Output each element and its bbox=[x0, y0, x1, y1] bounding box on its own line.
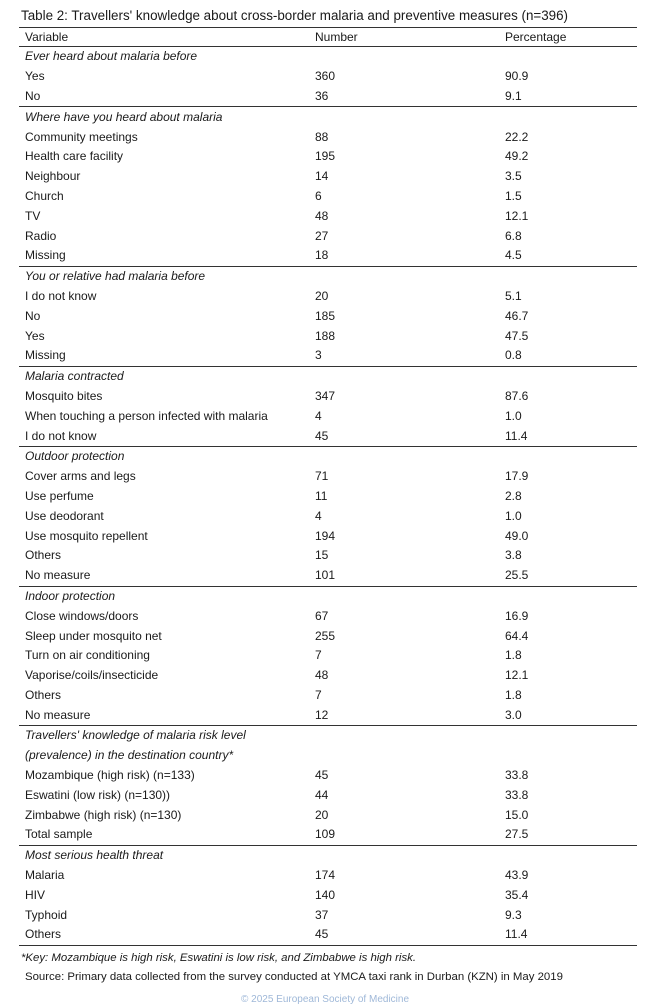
table-row bbox=[19, 147, 637, 167]
cell-variable: Close windows/doors bbox=[25, 608, 139, 623]
cell-number: 347 bbox=[315, 388, 336, 403]
section-heading-row bbox=[19, 446, 637, 466]
section-heading-row bbox=[19, 586, 637, 606]
data-table bbox=[19, 27, 637, 946]
table-row bbox=[19, 326, 637, 346]
cell-percentage: 3.8 bbox=[505, 548, 522, 563]
footnote-key: *Key: Mozambique is high risk, Eswatini is low risk, and Zimbabwe is high risk. bbox=[21, 951, 417, 964]
table-row bbox=[19, 606, 637, 626]
cell-number: 11 bbox=[315, 488, 328, 503]
cell-variable: Malaria bbox=[25, 868, 65, 883]
cell-percentage: 11.4 bbox=[505, 925, 637, 945]
cell-number: 45 bbox=[315, 925, 505, 945]
cell-variable: Typhoid bbox=[25, 907, 68, 922]
cell-percentage: 22.2 bbox=[505, 129, 529, 144]
cell-variable: Zimbabwe (high risk) (n=130) bbox=[25, 807, 182, 822]
cell-percentage: 46.7 bbox=[505, 308, 529, 323]
table-title: Table 2: Travellers' knowledge about cross-border malaria and preventive measures (n=396) bbox=[21, 8, 569, 23]
cell-variable: Vaporise/coils/insecticide bbox=[25, 668, 159, 683]
cell-number: 6 bbox=[315, 188, 322, 203]
table-row bbox=[19, 805, 637, 825]
table-row bbox=[19, 167, 637, 187]
cell-number: 27 bbox=[315, 228, 329, 243]
cell-percentage: 43.9 bbox=[505, 868, 529, 883]
cell-percentage: 1.8 bbox=[505, 687, 522, 702]
cell-number: 194 bbox=[315, 528, 336, 543]
cell-number: 48 bbox=[315, 668, 329, 683]
cell-variable: Sleep under mosquito net bbox=[25, 628, 162, 643]
cell-number: 18 bbox=[315, 248, 329, 263]
cell-variable: Turn on air conditioning bbox=[25, 648, 150, 663]
cell-variable: Neighbour bbox=[25, 169, 81, 184]
cell-number: 195 bbox=[315, 149, 336, 164]
cell-percentage: 1.0 bbox=[505, 408, 522, 423]
cell-variable: Missing bbox=[25, 248, 66, 263]
section-heading: Where have you heard about malaria bbox=[19, 107, 637, 127]
table-header bbox=[19, 28, 637, 47]
cell-variable: TV bbox=[25, 208, 41, 223]
cell-number: 4 bbox=[315, 508, 322, 523]
section-heading: Malaria contracted bbox=[19, 366, 637, 386]
table-row bbox=[19, 885, 637, 905]
cell-percentage: 87.6 bbox=[505, 388, 529, 403]
table-row bbox=[19, 766, 637, 786]
cell-variable: Yes bbox=[25, 328, 45, 343]
cell-percentage: 49.2 bbox=[505, 149, 529, 164]
cell-percentage: 33.8 bbox=[505, 787, 529, 802]
cell-variable: No measure bbox=[25, 707, 91, 722]
cell-percentage: 2.8 bbox=[505, 488, 522, 503]
cell-number: 7 bbox=[315, 648, 322, 663]
table-figure bbox=[19, 7, 637, 986]
table-row bbox=[19, 646, 637, 666]
cell-percentage: 9.3 bbox=[505, 907, 522, 922]
cell-percentage: 35.4 bbox=[505, 887, 529, 902]
cell-percentage: 3.5 bbox=[505, 169, 522, 184]
cell-number: 67 bbox=[315, 608, 329, 623]
cell-percentage: 1.0 bbox=[505, 508, 522, 523]
section-heading-row bbox=[19, 845, 637, 865]
section-heading-row bbox=[19, 366, 637, 386]
copyright-notice: © 2025 European Society of Medicine bbox=[240, 994, 410, 1005]
cell-percentage: 15.0 bbox=[505, 807, 529, 822]
table-row bbox=[19, 686, 637, 706]
cell-number: 71 bbox=[315, 469, 329, 484]
cell-variable: Mozambique (high risk) (n=133) bbox=[25, 768, 195, 783]
cell-variable: Mosquito bites bbox=[25, 388, 103, 403]
table-row bbox=[19, 187, 637, 207]
cell-number: 255 bbox=[315, 628, 336, 643]
cell-number: 88 bbox=[315, 129, 329, 144]
cell-number: 45 bbox=[315, 768, 329, 783]
table-row bbox=[19, 246, 637, 266]
cell-variable: No bbox=[25, 308, 41, 323]
cell-number: 36 bbox=[315, 88, 329, 103]
cell-variable: Missing bbox=[25, 348, 66, 363]
table-row bbox=[19, 705, 637, 725]
cell-percentage: 25.5 bbox=[505, 568, 529, 583]
cell-number: 44 bbox=[315, 787, 329, 802]
table-footnotes bbox=[19, 950, 637, 986]
table-row bbox=[19, 226, 637, 246]
cell-percentage: 3.0 bbox=[505, 707, 522, 722]
table-row bbox=[19, 925, 637, 945]
cell-percentage: 64.4 bbox=[505, 628, 529, 643]
cell-percentage: 12.1 bbox=[505, 668, 529, 683]
table-row bbox=[19, 206, 637, 226]
table-row bbox=[19, 426, 637, 446]
cell-number: 20 bbox=[315, 807, 329, 822]
cell-percentage: 4.5 bbox=[505, 248, 522, 263]
table-row bbox=[19, 785, 637, 805]
cell-percentage: 49.0 bbox=[505, 528, 529, 543]
table-row bbox=[19, 487, 637, 507]
cell-number: 188 bbox=[315, 328, 336, 343]
cell-percentage: 1.8 bbox=[505, 648, 522, 663]
cell-number: 37 bbox=[315, 907, 329, 922]
table-row bbox=[19, 87, 637, 107]
cell-variable: Health care facility bbox=[25, 149, 124, 164]
cell-percentage: 12.1 bbox=[505, 208, 529, 223]
cell-percentage: 27.5 bbox=[505, 827, 529, 842]
cell-variable: I do not know bbox=[25, 288, 97, 303]
cell-variable: Eswatini (low risk) (n=130)) bbox=[25, 787, 171, 802]
table-row bbox=[19, 346, 637, 366]
cell-percentage: 11.4 bbox=[505, 428, 528, 443]
cell-number: 360 bbox=[315, 69, 336, 84]
table-row bbox=[19, 905, 637, 925]
cell-percentage: 0.8 bbox=[505, 348, 522, 363]
cell-number: 109 bbox=[315, 827, 336, 842]
table-row bbox=[19, 287, 637, 307]
cell-variable: Community meetings bbox=[25, 129, 138, 144]
table-row bbox=[19, 526, 637, 546]
section-heading: Travellers' knowledge of malaria risk level bbox=[19, 726, 637, 746]
table-row bbox=[19, 467, 637, 487]
cell-variable: Total sample bbox=[25, 827, 93, 842]
cell-percentage: 47.5 bbox=[505, 328, 529, 343]
section-heading: Indoor protection bbox=[19, 586, 637, 606]
section-heading-continued: (prevalence) in the destination country* bbox=[25, 748, 234, 763]
cell-number: 48 bbox=[315, 208, 329, 223]
cell-percentage: 9.1 bbox=[505, 88, 522, 103]
table-row bbox=[19, 546, 637, 566]
section-heading-row bbox=[19, 266, 637, 286]
cell-number: 3 bbox=[315, 348, 322, 363]
table-row bbox=[19, 825, 637, 845]
cell-variable: Radio bbox=[25, 228, 57, 243]
table-row bbox=[19, 387, 637, 407]
cell-percentage: 5.1 bbox=[505, 288, 522, 303]
cell-variable: Church bbox=[25, 188, 64, 203]
cell-variable: Yes bbox=[25, 69, 45, 84]
cell-number: 45 bbox=[315, 428, 329, 443]
cell-percentage: 17.9 bbox=[505, 469, 529, 484]
table-row bbox=[19, 626, 637, 646]
column-header-number: Number bbox=[315, 28, 505, 47]
cell-number: 15 bbox=[315, 548, 329, 563]
cell-number: 4 bbox=[315, 408, 322, 423]
cell-variable: When touching a person infected with malaria bbox=[25, 408, 268, 423]
table-body bbox=[19, 47, 637, 946]
table-row bbox=[19, 406, 637, 426]
footnote-source: Source: Primary data collected from the survey conducted at YMCA taxi rank in Durban (KZN) in May 2019 bbox=[25, 970, 563, 983]
section-heading: Ever heard about malaria before bbox=[25, 49, 198, 64]
section-heading-row bbox=[19, 746, 637, 766]
cell-variable: I do not know bbox=[25, 428, 97, 443]
header-row bbox=[19, 28, 637, 47]
cell-variable: No bbox=[25, 88, 41, 103]
column-header-variable: Variable bbox=[19, 28, 315, 47]
cell-percentage: 1.5 bbox=[505, 188, 522, 203]
table-row bbox=[19, 866, 637, 886]
section-heading: Outdoor protection bbox=[19, 446, 637, 466]
cell-variable: Others bbox=[19, 925, 315, 945]
table-row bbox=[19, 666, 637, 686]
cell-variable: Use deodorant bbox=[25, 508, 104, 523]
cell-variable: Use mosquito repellent bbox=[25, 528, 148, 543]
cell-variable: Use perfume bbox=[25, 488, 94, 503]
section-heading: You or relative had malaria before bbox=[19, 266, 637, 286]
section-heading: Most serious health threat bbox=[19, 845, 637, 865]
table-row bbox=[19, 506, 637, 526]
section-heading-row bbox=[19, 726, 637, 746]
cell-number: 12 bbox=[315, 707, 329, 722]
column-header-percentage: Percentage bbox=[505, 28, 637, 47]
cell-variable: No measure bbox=[25, 568, 91, 583]
cell-variable: Cover arms and legs bbox=[25, 469, 136, 484]
table-row bbox=[19, 67, 637, 87]
cell-number: 140 bbox=[315, 887, 336, 902]
cell-number: 174 bbox=[315, 868, 336, 883]
cell-percentage: 90.9 bbox=[505, 69, 529, 84]
table-row bbox=[19, 127, 637, 147]
cell-number: 14 bbox=[315, 169, 329, 184]
cell-percentage: 16.9 bbox=[505, 608, 529, 623]
cell-number: 20 bbox=[315, 288, 329, 303]
table-row bbox=[19, 306, 637, 326]
cell-percentage: 33.8 bbox=[505, 768, 529, 783]
cell-number: 7 bbox=[315, 687, 322, 702]
table-row bbox=[19, 566, 637, 586]
cell-percentage: 6.8 bbox=[505, 228, 522, 243]
cell-variable: Others bbox=[25, 548, 62, 563]
cell-number: 101 bbox=[315, 568, 336, 583]
cell-number: 185 bbox=[315, 308, 336, 323]
section-heading-row bbox=[19, 47, 637, 67]
cell-variable: Others bbox=[25, 687, 62, 702]
cell-variable: HIV bbox=[25, 887, 46, 902]
section-heading-row bbox=[19, 107, 637, 127]
